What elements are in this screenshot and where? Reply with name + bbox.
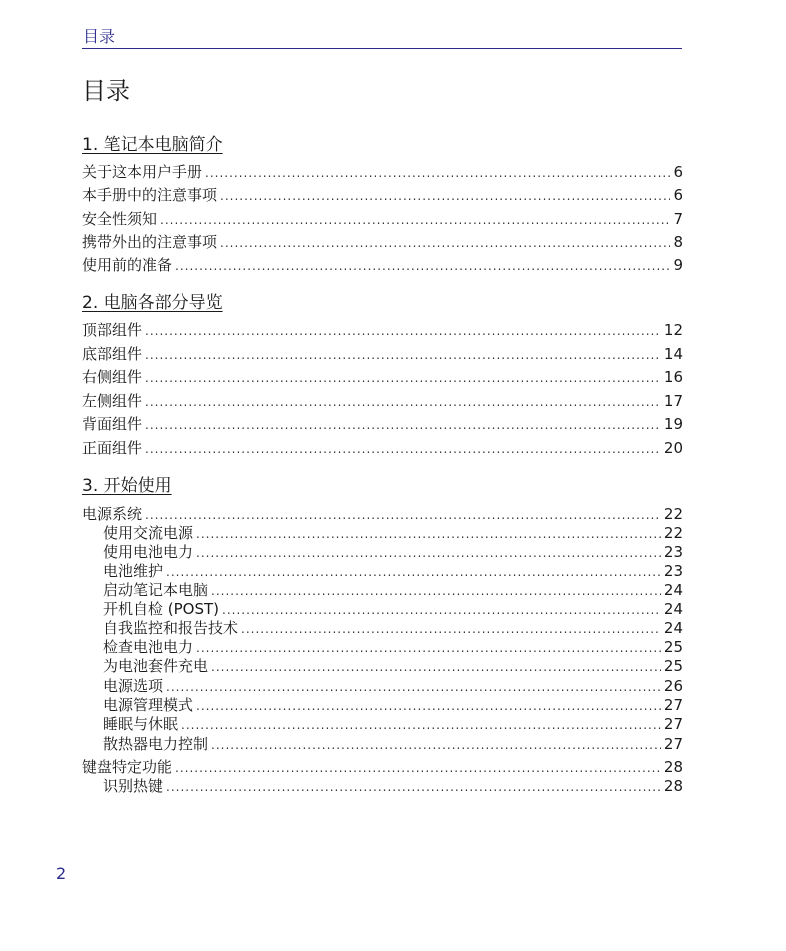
toc-entry-label: 安全性须知 — [82, 210, 158, 228]
toc-subentry[interactable] — [103, 580, 683, 600]
toc-entry-label: 睡眠与休眠 — [103, 715, 179, 733]
dot-leader — [145, 368, 661, 388]
toc-entry-label: 正面组件 — [82, 439, 143, 457]
dot-leader — [220, 186, 670, 206]
toc-entry-page: 20 — [663, 439, 683, 457]
dot-leader — [181, 715, 661, 735]
dot-leader — [160, 210, 670, 230]
toc-entry[interactable] — [82, 414, 683, 434]
toc-entry[interactable] — [82, 757, 683, 777]
toc-subentry[interactable] — [103, 656, 683, 676]
dot-leader — [166, 562, 661, 582]
toc-entry-page: 9 — [673, 256, 683, 274]
toc-entry-label: 电源管理模式 — [103, 696, 194, 714]
toc-entry-label: 电源选项 — [103, 677, 164, 695]
toc-entry-page: 24 — [663, 619, 683, 637]
toc-entry[interactable] — [82, 162, 683, 182]
toc-entry-page: 16 — [663, 368, 683, 386]
toc-entry-page: 12 — [663, 321, 683, 339]
page-title: 目录 — [82, 77, 130, 105]
dot-leader — [196, 543, 661, 563]
toc-entry-page: 23 — [663, 562, 683, 580]
toc-entry-page: 23 — [663, 543, 683, 561]
dot-leader — [211, 581, 661, 601]
toc-entry-label: 携带外出的注意事项 — [82, 233, 218, 251]
toc-entry-label: 检查电池电力 — [103, 638, 194, 656]
toc-subentry[interactable] — [103, 561, 683, 581]
toc-subentry[interactable] — [103, 714, 683, 734]
toc-entry[interactable] — [82, 367, 683, 387]
running-header — [82, 26, 682, 49]
dot-leader — [205, 163, 670, 183]
section-heading-2[interactable]: 2. 电脑各部分导览 — [82, 293, 223, 313]
toc-entry-page: 25 — [663, 638, 683, 656]
toc-entry-page: 22 — [663, 524, 683, 542]
toc-entry-label: 电源系统 — [82, 505, 143, 523]
toc-entry-label: 自我监控和报告技术 — [103, 619, 239, 637]
toc-entry-page: 28 — [663, 758, 683, 776]
toc-entry-label: 使用交流电源 — [103, 524, 194, 542]
toc-entry-page: 24 — [663, 600, 683, 618]
dot-leader — [145, 345, 661, 365]
toc-entry-label: 背面组件 — [82, 415, 143, 433]
toc-entry-page: 22 — [663, 505, 683, 523]
dot-leader — [175, 256, 670, 276]
toc-entry-page: 19 — [663, 415, 683, 433]
dot-leader — [145, 392, 661, 412]
toc-subentry[interactable] — [103, 618, 683, 638]
toc-entry-page: 27 — [663, 715, 683, 733]
toc-entry[interactable] — [82, 209, 683, 229]
toc-entry[interactable] — [82, 391, 683, 411]
toc-subentry[interactable] — [103, 542, 683, 562]
toc-entry-page: 7 — [673, 210, 683, 228]
toc-entry-page: 6 — [673, 186, 683, 204]
toc-subentry[interactable] — [103, 776, 683, 796]
toc-entry-label: 右侧组件 — [82, 368, 143, 386]
dot-leader — [166, 677, 661, 697]
toc-entry-page: 25 — [663, 657, 683, 675]
toc-entry-label: 关于这本用户手册 — [82, 163, 203, 181]
toc-subentry[interactable] — [103, 676, 683, 696]
toc-entry-label: 启动笔记本电脑 — [103, 581, 209, 599]
toc-entry-label: 使用前的准备 — [82, 256, 173, 274]
dot-leader — [211, 657, 661, 677]
toc-entry-label: 使用电池电力 — [103, 543, 194, 561]
dot-leader — [211, 735, 661, 755]
dot-leader — [145, 439, 661, 459]
toc-entry-label: 电池维护 — [103, 562, 164, 580]
toc-entry-page: 6 — [673, 163, 683, 181]
toc-entry-label: 为电池套件充电 — [103, 657, 209, 675]
toc-entry[interactable] — [82, 232, 683, 252]
dot-leader — [145, 505, 661, 525]
toc-entry[interactable] — [82, 504, 683, 524]
toc-entry-page: 17 — [663, 392, 683, 410]
toc-entry-label: 左侧组件 — [82, 392, 143, 410]
toc-subentry[interactable] — [103, 637, 683, 657]
dot-leader — [175, 758, 661, 778]
toc-entry-page: 26 — [663, 677, 683, 695]
toc-entry[interactable] — [82, 185, 683, 205]
section-heading-3[interactable]: 3. 开始使用 — [82, 476, 172, 496]
dot-leader — [220, 233, 670, 253]
toc-entry-label: 底部组件 — [82, 345, 143, 363]
toc-entry-page: 28 — [663, 777, 683, 795]
dot-leader — [196, 638, 661, 658]
toc-subentry[interactable] — [103, 523, 683, 543]
page-number: 2 — [56, 864, 67, 883]
dot-leader — [196, 524, 661, 544]
toc-entry[interactable] — [82, 255, 683, 275]
toc-entry-label: 开机自检 (POST) — [103, 600, 220, 618]
dot-leader — [222, 600, 661, 620]
toc-entry[interactable] — [82, 344, 683, 364]
toc-entry-page: 24 — [663, 581, 683, 599]
toc-entry-page: 8 — [673, 233, 683, 251]
toc-subentry[interactable] — [103, 599, 683, 619]
toc-subentry[interactable] — [103, 695, 683, 715]
toc-entry[interactable] — [82, 320, 683, 340]
running-header-title: 目录 — [83, 27, 116, 46]
toc-subentry[interactable] — [103, 734, 683, 754]
dot-leader — [241, 619, 661, 639]
dot-leader — [166, 777, 661, 797]
dot-leader — [196, 696, 661, 716]
dot-leader — [145, 321, 661, 341]
toc-entry-label: 本手册中的注意事项 — [82, 186, 218, 204]
toc-entry-label: 顶部组件 — [82, 321, 143, 339]
toc-entry-label: 识别热键 — [103, 777, 164, 795]
toc-entry-label: 散热器电力控制 — [103, 735, 209, 753]
toc-entry[interactable] — [82, 438, 683, 458]
section-heading-1[interactable]: 1. 笔记本电脑简介 — [82, 135, 223, 155]
dot-leader — [145, 415, 661, 435]
toc-entry-page: 27 — [663, 696, 683, 714]
toc-entry-page: 27 — [663, 735, 683, 753]
toc-entry-page: 14 — [663, 345, 683, 363]
toc-entry-label: 键盘特定功能 — [82, 758, 173, 776]
